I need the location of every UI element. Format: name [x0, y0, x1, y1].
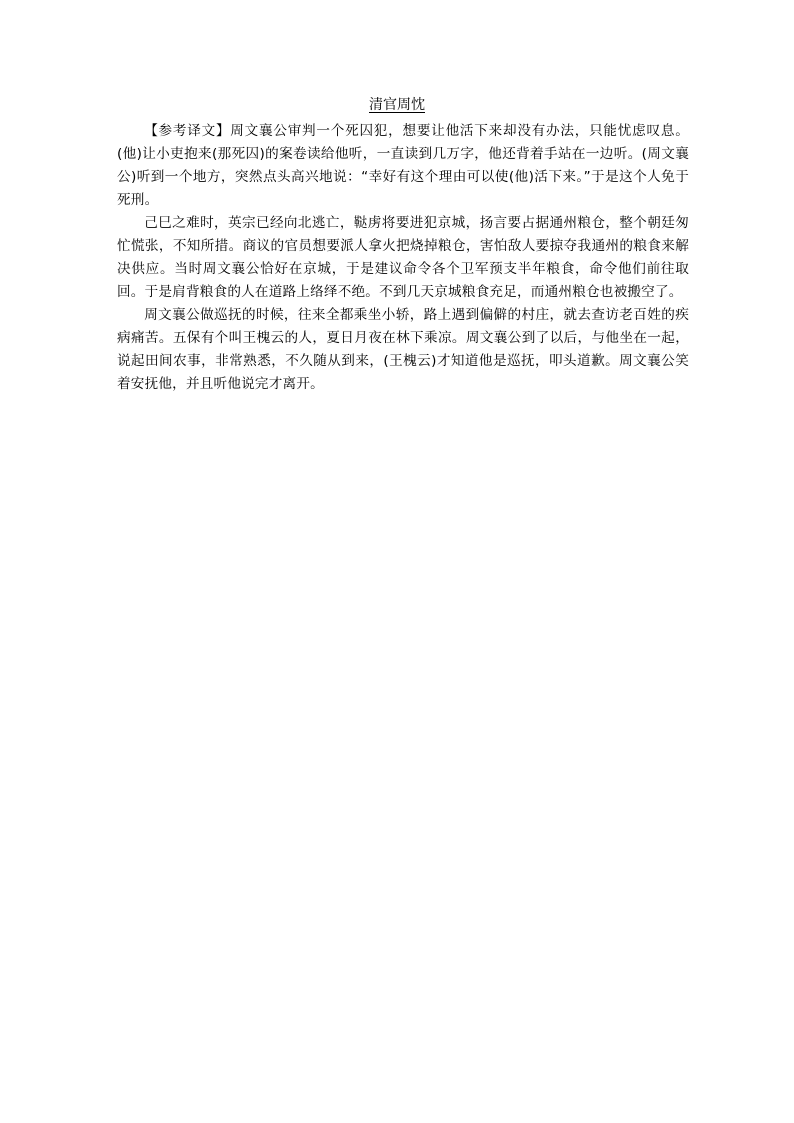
document-body	[117, 120, 689, 396]
document-title: 清官周忱	[369, 97, 425, 113]
paragraph-translation-2: 己巳之难时，英宗已经向北逃亡，鞑虏将要进犯京城，扬言要占据通州粮仓，整个朝廷匆忙慌张，不知所措。商议的官员想要派人拿火把烧掉粮仓，害怕敌人要掠夺我通州的粮食来解决供应。当时周文襄公恰好在京城，于是建议命令各个卫军预支半年粮食，命令他们前往取回。于是肩背粮食的人在道路上络绎不绝。不到几天京城粮食充足，而通州粮仓也被搬空了。	[117, 215, 689, 300]
paragraph-translation-1: 【参考译文】周文襄公审判一个死囚犯，想要让他活下来却没有办法，只能忧虑叹息。(他)让小吏抱来(那死囚)的案卷读给他听，一直读到几万字，他还背着手站在一边听。(周文襄公)听到一个地方，突然点头高兴地说：“幸好有这个理由可以使(他)活下来。”于是这个人免于死刑。	[117, 123, 689, 208]
paragraph-translation-3: 周文襄公做巡抚的时候，往来全都乘坐小轿，路上遇到偏僻的村庄，就去查访老百姓的疾病痛苦。五保有个叫王槐云的人，夏日月夜在林下乘凉。周文襄公到了以后，与他坐在一起，说起田间农事，非常熟悉，不久随从到来，(王槐云)才知道他是巡抚，叩头道歉。周文襄公笑着安抚他，并且听他说完才离开。	[117, 307, 689, 392]
